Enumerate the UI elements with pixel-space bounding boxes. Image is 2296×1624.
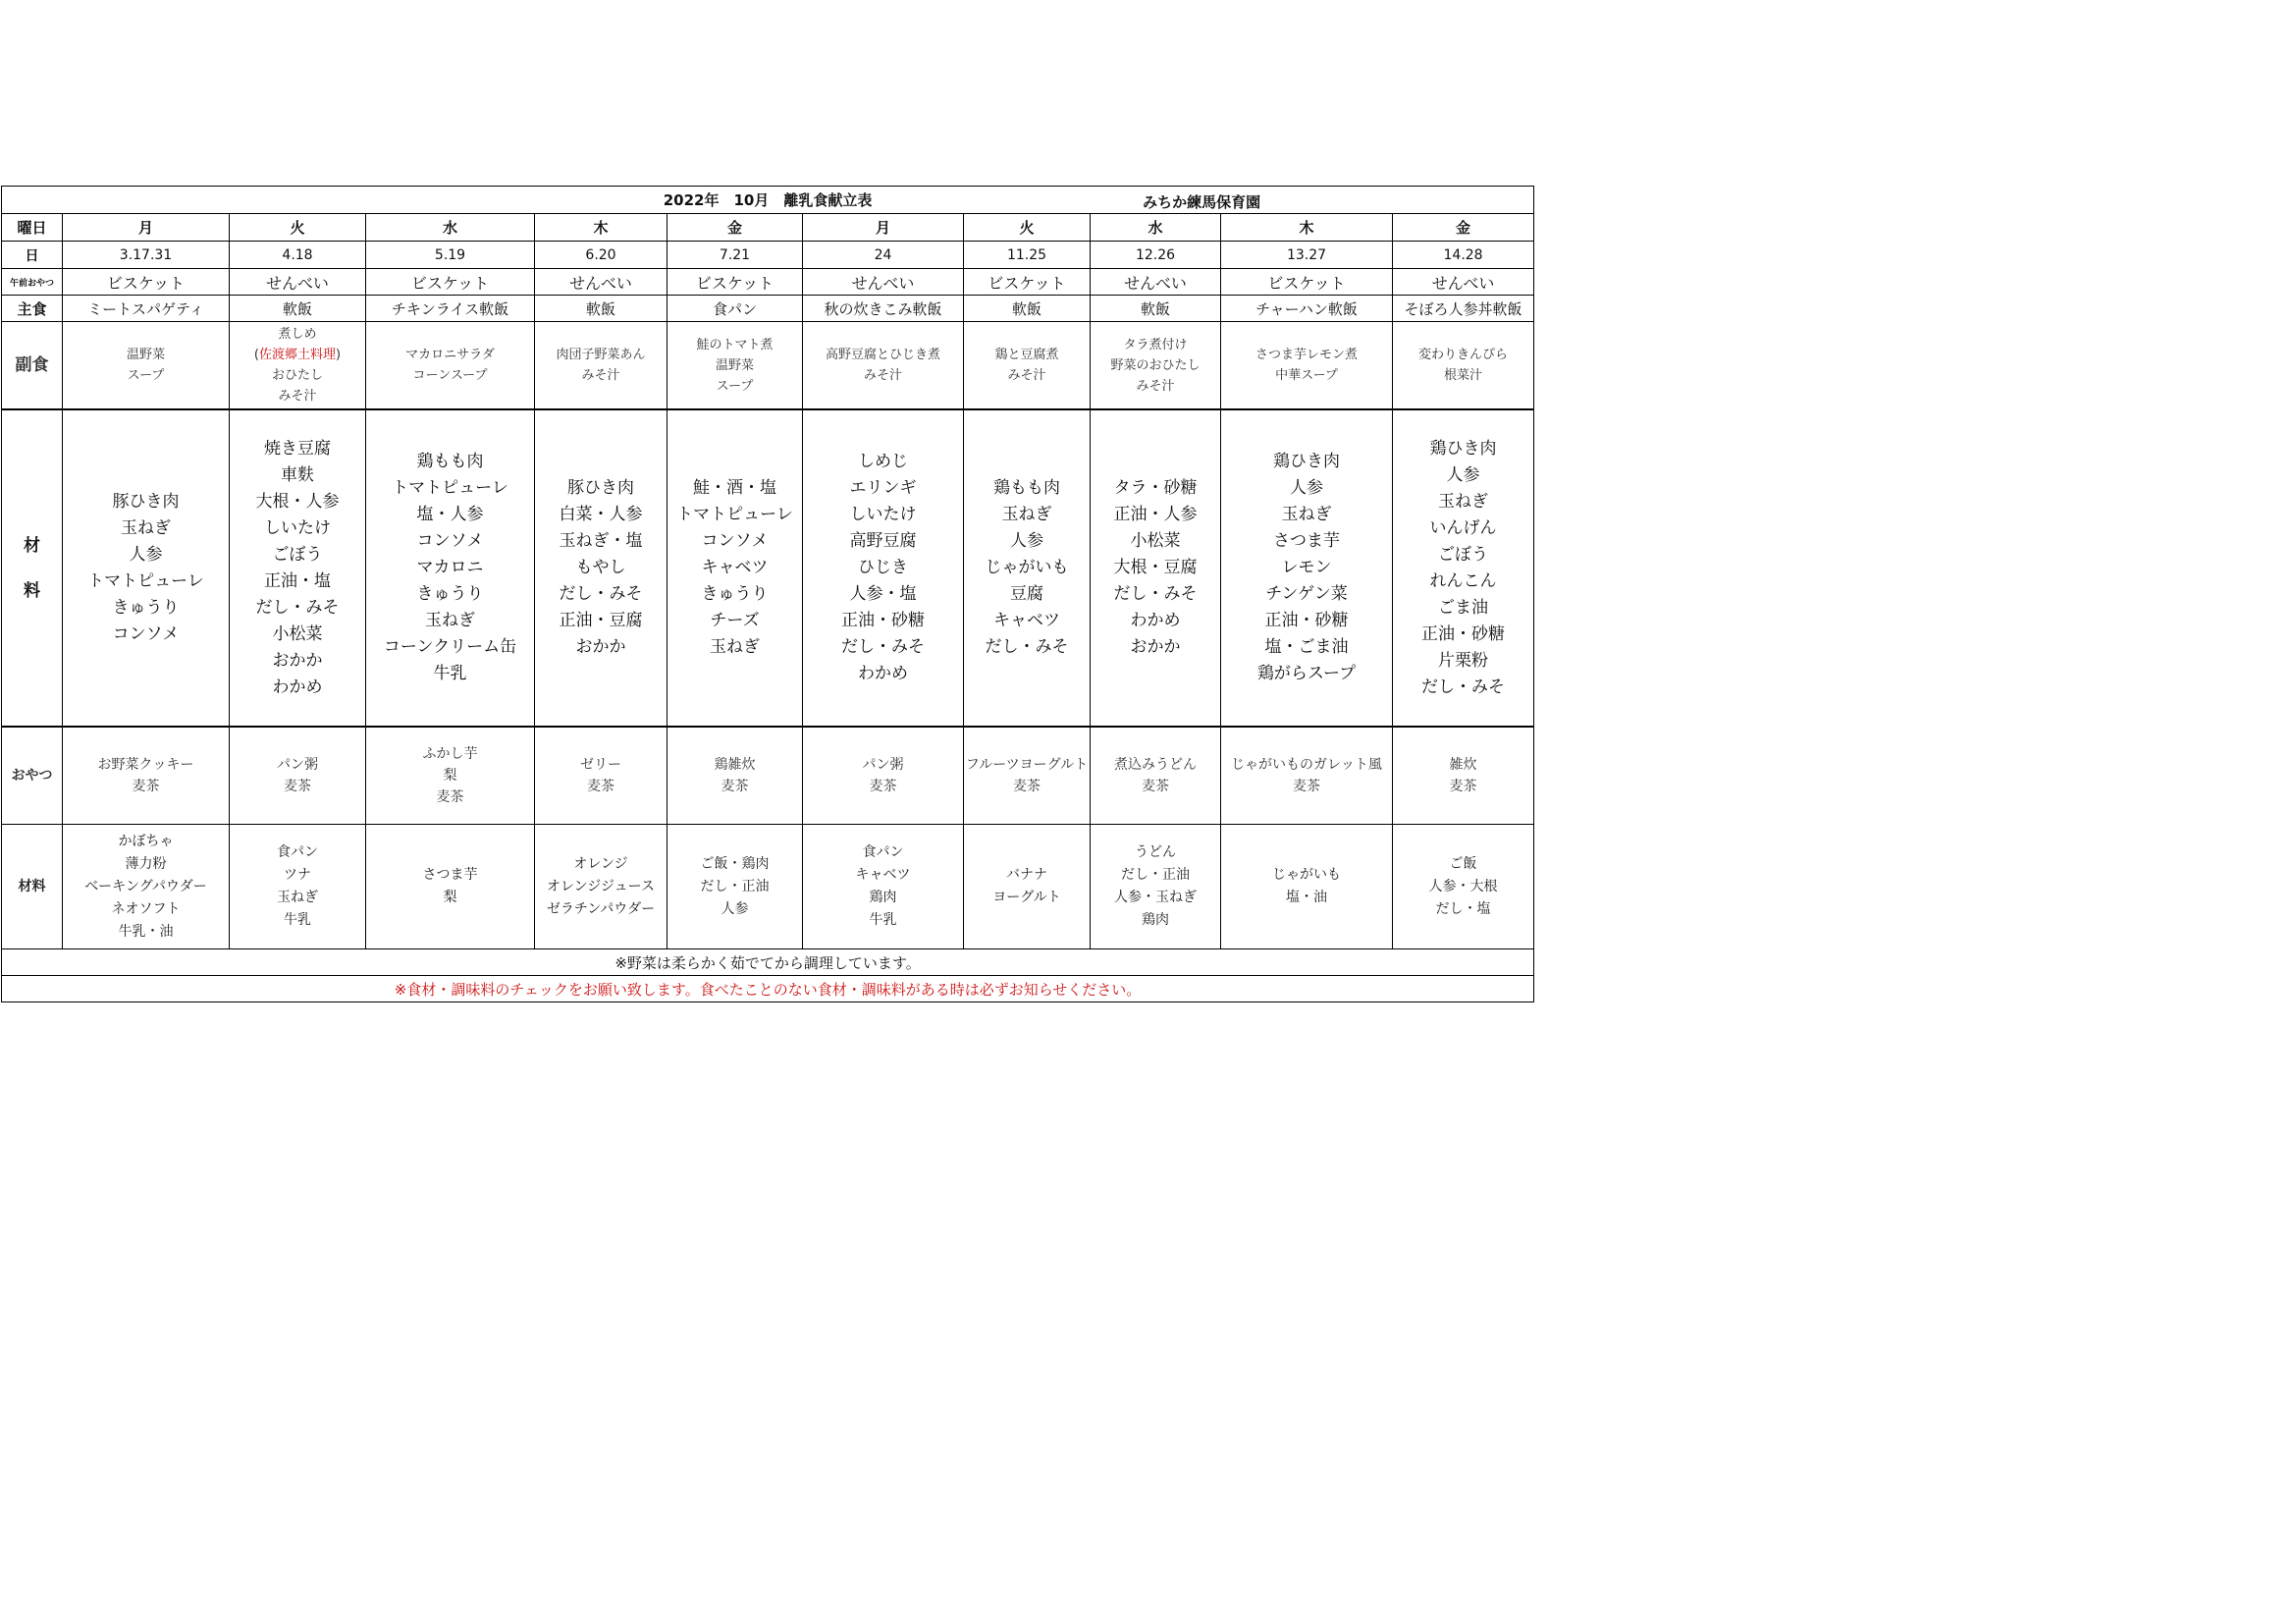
ingredient-item: 玉ねぎ (425, 611, 475, 630)
weekday-cell: 水 (366, 214, 535, 242)
ingredient-item: だし・みそ (1113, 584, 1198, 604)
ingredient-item: 鶏ひき肉 (1273, 452, 1340, 471)
ingredient-item: 正油・塩 (264, 570, 331, 591)
staple-cell: 軟飯 (1091, 296, 1221, 322)
side-dish-item: スープ (716, 378, 754, 394)
ingredient-item: トマトピューレ (676, 505, 793, 524)
afternoon-snack-cell (803, 727, 964, 825)
snack-ingredient-item: 人参・玉ねぎ (1114, 890, 1197, 905)
snack-ingredient-item: 人参・大根 (1428, 878, 1498, 894)
ingredient-item: コンソメ (112, 623, 180, 644)
morning-snack-row (2, 269, 1534, 296)
ingredient-item: おかか (1130, 637, 1181, 657)
ingredient-item: レモン (1281, 558, 1332, 577)
ingredients-cell (535, 409, 667, 727)
ingredient-item: 玉ねぎ・塩 (559, 531, 643, 551)
side-dish-item: 煮しめ (278, 327, 317, 342)
weekday-row (2, 214, 1534, 242)
snack-ingredient-item: 牛乳 (284, 912, 311, 928)
snack-ingredient-item: ゼラチンパウダー (546, 900, 656, 917)
snack-ingredient-item: ベーキングパウダー (84, 878, 207, 894)
afternoon-snack-item: ゼリー (580, 757, 621, 773)
afternoon-snack-item: 麦茶 (132, 779, 160, 794)
ingredient-item: きゅうり (701, 584, 769, 604)
afternoon-snack-item: 麦茶 (587, 779, 614, 794)
ingredient-item: 焼き豆腐 (264, 438, 331, 459)
ingredient-item: ごぼう (272, 544, 323, 565)
ingredient-item: 小松菜 (1130, 531, 1181, 551)
weekday-cell: 金 (1393, 214, 1534, 242)
snack-ingredients-cell (803, 825, 964, 949)
ingredient-item: 大根・豆腐 (1113, 558, 1198, 577)
ingredient-item: しめじ (858, 452, 908, 471)
snack-ingredient-item: だし・正油 (700, 878, 770, 894)
snack-ingredients-cell (535, 825, 667, 949)
side-dish-item: タラ煮付け (1123, 337, 1188, 352)
afternoon-snack-item: じゃがいものガレット風 (1231, 757, 1382, 773)
snack-ingredient-item: ネオソフト (111, 900, 181, 917)
side-dish-cell (1091, 322, 1221, 410)
ingredient-item: だし・みそ (559, 584, 643, 604)
ingredient-item: れんこん (1429, 570, 1497, 591)
ingredient-item: ごま油 (1438, 597, 1489, 618)
staple-label: 主食 (2, 296, 63, 322)
ingredient-item: 鶏ひき肉 (1429, 438, 1497, 459)
ingredients-cell (366, 409, 535, 727)
afternoon-snack-item: 雑炊 (1449, 757, 1477, 773)
staple-cell: 軟飯 (535, 296, 667, 322)
side-dish-cell (1221, 322, 1393, 410)
ingredient-item: トマトピューレ (392, 478, 508, 498)
staple-cell: 軟飯 (964, 296, 1091, 322)
snack-ingredient-item: 食パン (277, 844, 318, 860)
ingredient-item: 牛乳 (433, 664, 467, 683)
staple-cell: チキンライス軟飯 (366, 296, 535, 322)
ingredient-item: 人参 (1446, 464, 1480, 485)
weekday-cell: 月 (803, 214, 964, 242)
snack-ingredient-item: 薄力粉 (125, 855, 167, 872)
afternoon-snack-item: お野菜クッキー (97, 757, 194, 773)
ingredient-item: 玉ねぎ (121, 517, 171, 538)
side-dish-row (2, 322, 1534, 410)
snack-ingredient-item: ツナ (284, 867, 311, 883)
ingredient-item: 豆腐 (1010, 584, 1043, 604)
side-dish-item: おひたし (271, 368, 323, 383)
afternoon-snack-cell (1393, 727, 1534, 825)
ingredient-item: エリンギ (849, 478, 917, 498)
afternoon-snack-item: ふかし芋 (422, 746, 478, 762)
staple-cell: そぼろ人参丼軟飯 (1393, 296, 1534, 322)
snack-ingredients-cell (230, 825, 366, 949)
morning-snack-cell: せんべい (1393, 269, 1534, 296)
side-dish-cell (667, 322, 803, 410)
ingredient-item: コンソメ (701, 531, 769, 551)
ingredients-label-char: 材 (24, 535, 40, 556)
snack-ingredient-item: だし・塩 (1435, 900, 1491, 917)
ingredient-item: 玉ねぎ (1001, 505, 1052, 524)
ingredient-item: 鶏もも肉 (993, 478, 1060, 498)
ingredients-label-char: 料 (24, 580, 40, 601)
weekday-label: 曜日 (2, 214, 63, 242)
snack-ingredients-cell (63, 825, 230, 949)
ingredient-item: 人参 (129, 544, 163, 565)
staple-cell: チャーハン軟飯 (1221, 296, 1393, 322)
ingredient-item: 鶏がらスープ (1256, 664, 1357, 683)
ingredient-item: 小松菜 (272, 623, 323, 644)
side-dish-cell (366, 322, 535, 410)
snack-ingredients-cell (964, 825, 1091, 949)
ingredients-row (2, 409, 1534, 727)
weekday-cell: 月 (63, 214, 230, 242)
snack-ingredients-cell (366, 825, 535, 949)
snack-ingredient-item: だし・正油 (1121, 867, 1190, 883)
morning-snack-cell: せんべい (803, 269, 964, 296)
date-cell: 12.26 (1091, 242, 1221, 269)
afternoon-snack-item: パン粥 (277, 757, 318, 773)
ingredient-item: もやし (575, 558, 626, 577)
ingredient-item: チーズ (710, 611, 760, 630)
side-dish-item: 変わりきんぴら (1418, 348, 1509, 362)
snack-ingredient-item: 塩・油 (1286, 890, 1327, 905)
side-dish-label: 副食 (2, 322, 63, 410)
ingredient-item: 人参・塩 (849, 584, 917, 604)
ingredient-item: しいたけ (264, 517, 331, 538)
afternoon-snack-label: おやつ (2, 727, 63, 825)
date-cell: 6.20 (535, 242, 667, 269)
ingredient-item: ごぼう (1438, 544, 1489, 565)
ingredient-item: だし・みそ (985, 637, 1069, 657)
snack-ingredient-item: 人参 (721, 900, 749, 917)
afternoon-snack-cell (1221, 727, 1393, 825)
ingredient-item: きゅうり (416, 584, 484, 604)
ingredient-item: 車麩 (281, 464, 314, 485)
snack-ingredient-item: 牛乳 (869, 912, 897, 928)
title-row (2, 187, 1534, 214)
snack-ingredient-item: うどん (1135, 844, 1176, 860)
ingredient-item: 大根・人参 (255, 491, 340, 512)
note-row-vegetables (2, 949, 1534, 976)
ingredient-item: キャベツ (701, 558, 769, 577)
afternoon-snack-row (2, 727, 1534, 825)
afternoon-snack-item: フルーツヨーグルト (965, 757, 1089, 773)
snack-ingredient-item: キャベツ (855, 867, 911, 883)
side-dish-item: みそ汁 (1007, 368, 1046, 383)
snack-ingredient-item: オレンジ (573, 855, 628, 872)
snack-ingredients-row (2, 825, 1534, 949)
morning-snack-cell: ビスケット (366, 269, 535, 296)
morning-snack-cell: ビスケット (667, 269, 803, 296)
ingredient-item: コーンクリーム缶 (383, 637, 517, 657)
snack-ingredients-cell (1393, 825, 1534, 949)
snack-ingredients-cell (1221, 825, 1393, 949)
snack-ingredient-item: 梨 (443, 890, 457, 905)
ingredient-item: 塩・人参 (416, 505, 484, 524)
side-dish-item: みそ汁 (863, 368, 902, 383)
side-dish-cell (535, 322, 667, 410)
morning-snack-cell: ビスケット (964, 269, 1091, 296)
ingredient-item: わかめ (858, 664, 908, 683)
morning-snack-cell: せんべい (1091, 269, 1221, 296)
afternoon-snack-cell (230, 727, 366, 825)
side-dish-item: 野菜のおひたし (1110, 357, 1201, 373)
ingredient-item: キャベツ (993, 611, 1060, 630)
morning-snack-cell: せんべい (535, 269, 667, 296)
side-dish-cell (1393, 322, 1534, 410)
morning-snack-label: 午前おやつ (2, 269, 63, 296)
side-dish-item: 鶏と豆腐煮 (994, 348, 1059, 362)
snack-ingredient-item: かぼちゃ (118, 833, 174, 849)
ingredient-item: だし・みそ (1421, 677, 1506, 697)
ingredient-item: 人参 (1010, 531, 1043, 551)
date-cell: 7.21 (667, 242, 803, 269)
side-dish-item: 中華スープ (1275, 368, 1338, 383)
note-row-check (2, 976, 1534, 1002)
ingredient-item: おかか (272, 650, 323, 671)
ingredients-cell (1393, 409, 1534, 727)
snack-ingredient-item: 玉ねぎ (277, 890, 318, 905)
date-cell: 3.17.31 (63, 242, 230, 269)
afternoon-snack-item: パン粥 (862, 757, 904, 773)
ingredient-item: タラ・砂糖 (1113, 478, 1198, 498)
side-dish-item: 温野菜 (126, 348, 165, 362)
ingredient-item: 人参 (1290, 478, 1323, 498)
staple-cell: 秋の炊きこみ軟飯 (803, 296, 964, 322)
ingredients-cell (964, 409, 1091, 727)
side-dish-item: さつま芋レモン煮 (1255, 348, 1358, 362)
afternoon-snack-item: 麦茶 (1013, 779, 1041, 794)
afternoon-snack-item: 鶏雑炊 (714, 757, 756, 773)
ingredients-cell (1221, 409, 1393, 727)
ingredient-item: 白菜・人参 (559, 505, 643, 524)
morning-snack-cell: ビスケット (63, 269, 230, 296)
side-dish-item: 高野豆腐とひじき煮 (825, 348, 940, 362)
ingredient-item: だし・みそ (841, 637, 925, 657)
ingredient-item: トマトピューレ (87, 570, 204, 591)
ingredients-cell (1091, 409, 1221, 727)
ingredient-item: 正油・砂糖 (1421, 623, 1506, 644)
weekday-cell: 水 (1091, 214, 1221, 242)
staple-cell: ミートスパゲティ (63, 296, 230, 322)
afternoon-snack-item: 麦茶 (436, 789, 464, 805)
ingredient-item: いんげん (1429, 517, 1497, 538)
snack-ingredient-item: 牛乳・油 (118, 923, 174, 940)
side-dish-cell (63, 322, 230, 410)
ingredients-cell (667, 409, 803, 727)
ingredient-item: 片栗粉 (1438, 650, 1489, 671)
staple-cell: 軟飯 (230, 296, 366, 322)
ingredient-item: 玉ねぎ (710, 637, 760, 657)
side-dish-cell (803, 322, 964, 410)
ingredient-item: だし・みそ (255, 597, 340, 618)
menu-table (1, 186, 1534, 1002)
snack-ingredient-item: さつま芋 (422, 867, 478, 883)
side-dish-item: 根菜汁 (1444, 368, 1483, 383)
afternoon-snack-cell (964, 727, 1091, 825)
side-dish-item: スープ (127, 368, 165, 383)
side-dish-item: みそ汁 (581, 368, 620, 383)
ingredient-item: じゃがいも (985, 558, 1069, 577)
weekday-cell: 金 (667, 214, 803, 242)
side-dish-item: 温野菜 (715, 357, 754, 373)
side-dish-item: みそ汁 (1136, 378, 1175, 394)
ingredient-item: 正油・砂糖 (841, 611, 925, 630)
afternoon-snack-item: 麦茶 (869, 779, 897, 794)
ingredient-item: 正油・人参 (1113, 505, 1198, 524)
ingredients-label (2, 409, 63, 727)
weekday-cell: 木 (1221, 214, 1393, 242)
ingredient-item: さつま芋 (1273, 531, 1340, 551)
side-dish-cell (964, 322, 1091, 410)
snack-ingredient-item: ご飯・鶏肉 (700, 855, 770, 872)
side-dish-item: みそ汁 (278, 389, 317, 404)
ingredient-item: マカロニ (416, 558, 484, 577)
afternoon-snack-item: 煮込みうどん (1114, 757, 1197, 773)
ingredient-item: しいたけ (849, 505, 917, 524)
snack-ingredient-item: 食パン (862, 844, 904, 860)
page-title: 2022年 10月 離乳食献立表 (663, 191, 873, 209)
afternoon-snack-cell (63, 727, 230, 825)
weekday-cell: 火 (964, 214, 1091, 242)
title-cell (2, 187, 1534, 214)
date-cell: 14.28 (1393, 242, 1534, 269)
morning-snack-cell: ビスケット (1221, 269, 1393, 296)
afternoon-snack-item: 麦茶 (1142, 779, 1169, 794)
date-cell: 13.27 (1221, 242, 1393, 269)
afternoon-snack-item: 麦茶 (1449, 779, 1477, 794)
staple-cell: 食パン (667, 296, 803, 322)
ingredient-item: チンゲン菜 (1265, 584, 1348, 604)
weekday-cell: 木 (535, 214, 667, 242)
side-dish-cell (230, 322, 366, 410)
ingredient-item: わかめ (272, 677, 323, 697)
ingredient-item: コンソメ (416, 531, 484, 551)
snack-ingredients-cell (1091, 825, 1221, 949)
ingredient-item: 玉ねぎ (1281, 505, 1332, 524)
ingredient-item: おかか (575, 637, 626, 657)
date-cell: 5.19 (366, 242, 535, 269)
afternoon-snack-item: 麦茶 (284, 779, 311, 794)
side-dish-item: コーンスープ (412, 368, 488, 383)
ingredient-item: ひじき (858, 558, 908, 577)
side-dish-item: 鮭のトマト煮 (696, 337, 774, 352)
ingredient-item: 高野豆腐 (849, 531, 917, 551)
date-cell: 24 (803, 242, 964, 269)
staple-row (2, 296, 1534, 322)
ingredient-item: 正油・砂糖 (1264, 611, 1349, 630)
note-vegetables: ※野菜は柔らかく茹でてから調理しています。 (2, 949, 1534, 976)
weekday-cell: 火 (230, 214, 366, 242)
date-label: 日 (2, 242, 63, 269)
ingredient-item: 玉ねぎ (1438, 491, 1489, 512)
ingredient-item: 鶏もも肉 (416, 452, 484, 471)
snack-ingredient-item: ヨーグルト (992, 890, 1061, 905)
afternoon-snack-cell (366, 727, 535, 825)
snack-ingredient-item: 鶏肉 (1142, 912, 1169, 928)
afternoon-snack-item: 麦茶 (1293, 779, 1320, 794)
snack-ingredients-label: 材料 (2, 825, 63, 949)
ingredient-item: わかめ (1130, 611, 1181, 630)
date-cell: 11.25 (964, 242, 1091, 269)
snack-ingredient-item: バナナ (1006, 867, 1047, 883)
snack-ingredients-cell (667, 825, 803, 949)
ingredient-item: 鮭・酒・塩 (693, 478, 776, 498)
ingredient-item: 塩・ごま油 (1264, 637, 1349, 657)
ingredient-item: 正油・豆腐 (559, 611, 643, 630)
snack-ingredient-item: オレンジジュース (547, 878, 655, 894)
side-dish-item: (佐渡郷土料理) (253, 348, 342, 362)
afternoon-snack-item: 麦茶 (721, 779, 749, 794)
ingredients-cell (230, 409, 366, 727)
side-dish-item: 肉団子野菜あん (556, 348, 646, 362)
date-row (2, 242, 1534, 269)
side-dish-item: マカロニサラダ (405, 348, 495, 362)
snack-ingredient-item: じゃがいも (1272, 867, 1341, 883)
date-cell: 4.18 (230, 242, 366, 269)
snack-ingredient-item: ご飯 (1449, 855, 1477, 872)
afternoon-snack-item: 梨 (443, 768, 457, 784)
ingredient-item: きゅうり (112, 597, 180, 618)
ingredients-cell (63, 409, 230, 727)
ingredient-item: 豚ひき肉 (567, 478, 634, 498)
note-check: ※食材・調味料のチェックをお願い致します。食べたことのない食材・調味料がある時は必ずお知らせください。 (2, 976, 1534, 1002)
ingredient-item: 豚ひき肉 (112, 491, 180, 512)
afternoon-snack-cell (1091, 727, 1221, 825)
afternoon-snack-cell (535, 727, 667, 825)
morning-snack-cell: せんべい (230, 269, 366, 296)
snack-ingredient-item: 鶏肉 (869, 890, 897, 905)
afternoon-snack-cell (667, 727, 803, 825)
school-name: みちか練馬保育園 (1143, 193, 1261, 211)
ingredients-cell (803, 409, 964, 727)
